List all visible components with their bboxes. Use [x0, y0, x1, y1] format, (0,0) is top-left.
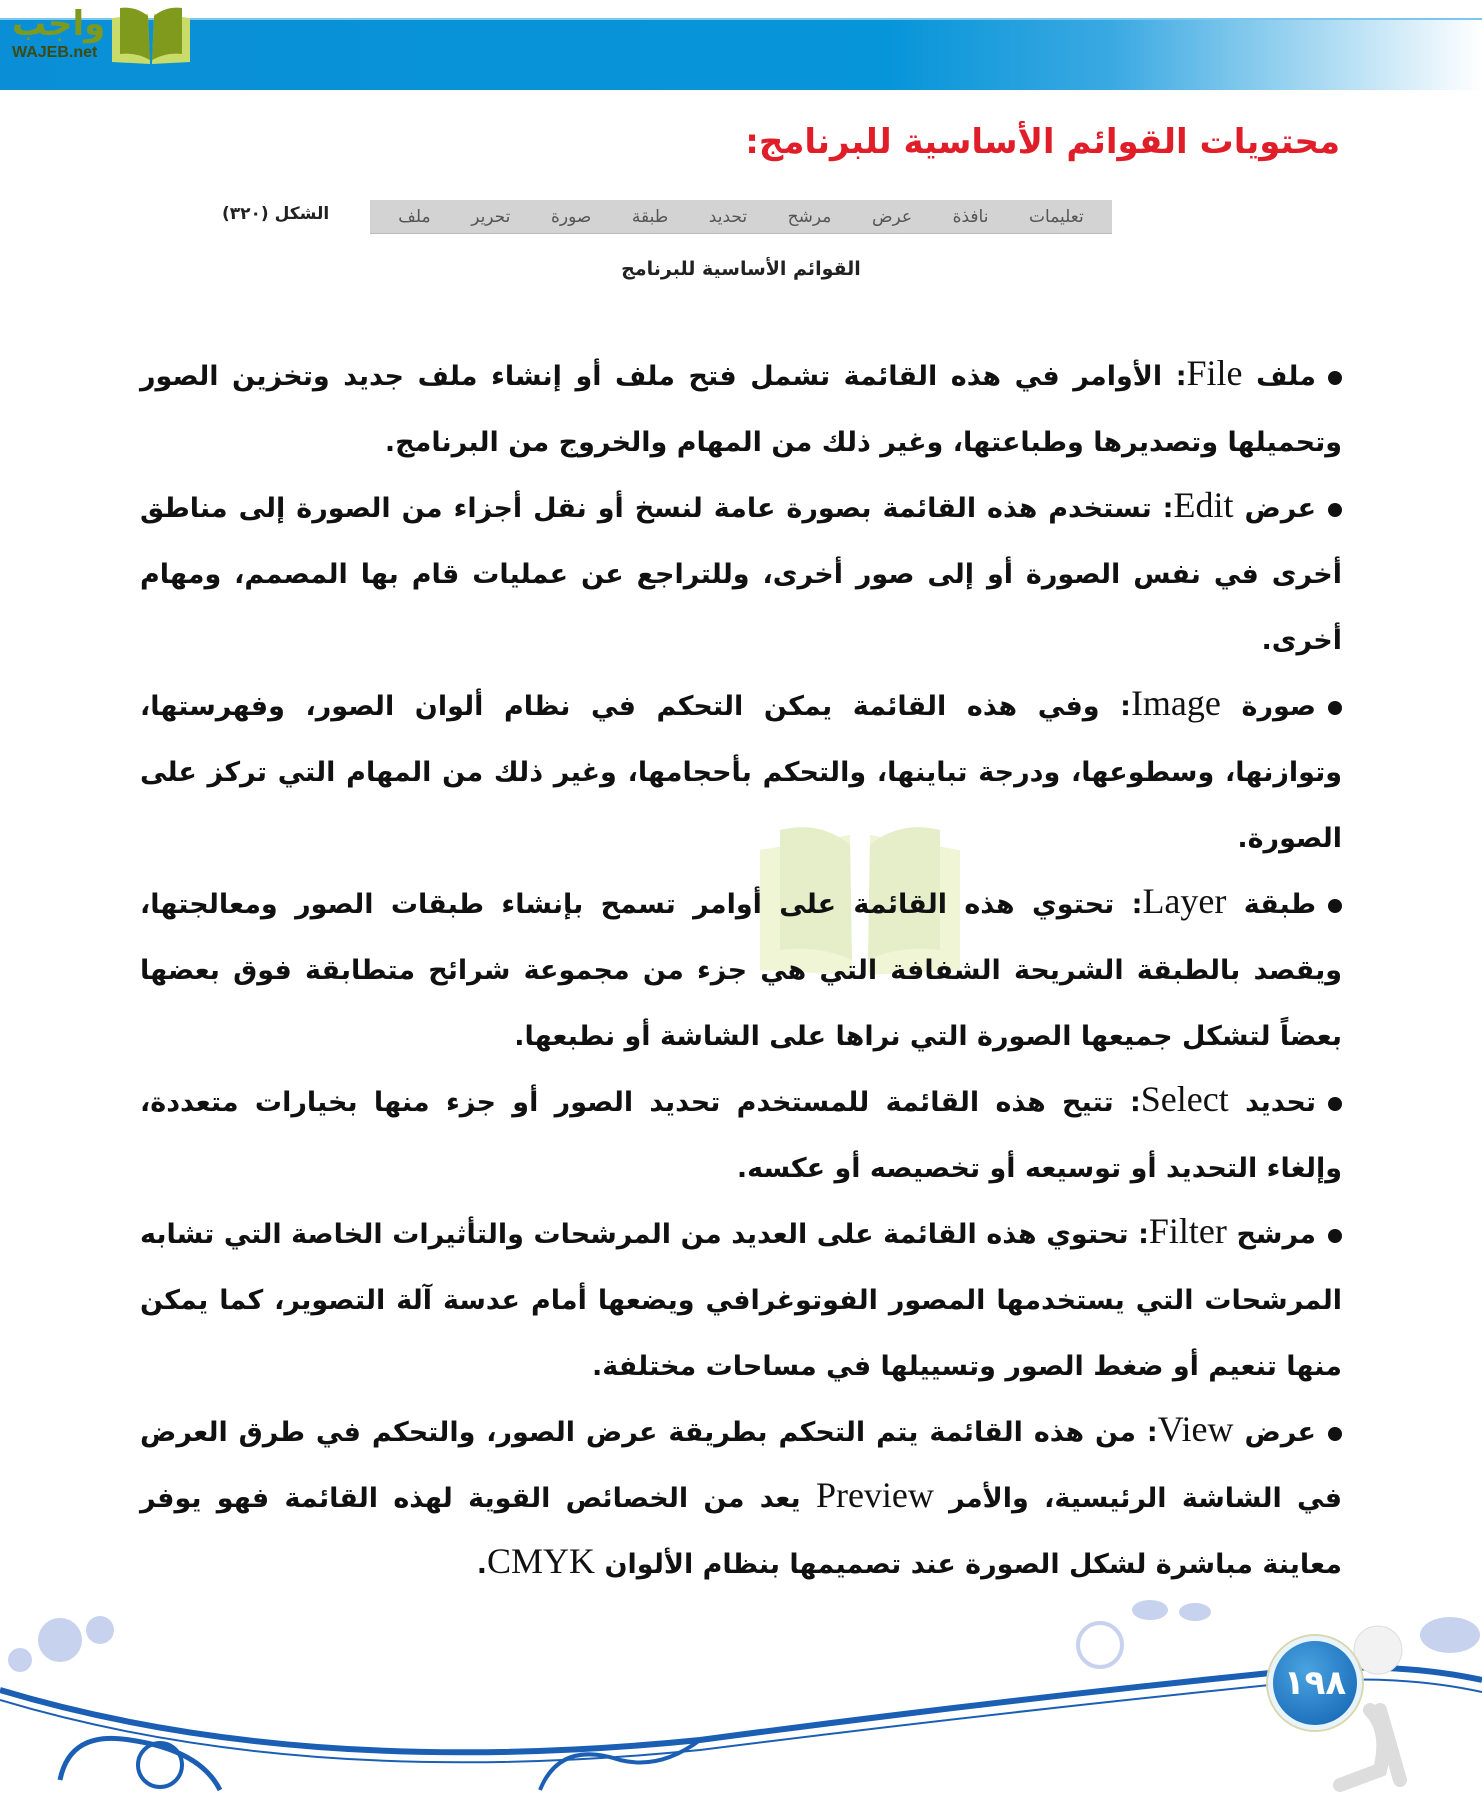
menu-item-window: نافذة	[952, 206, 989, 227]
page-number-badge: ١٩٨	[1268, 1636, 1362, 1730]
header-band	[0, 20, 1482, 90]
item-image	[140, 674, 1342, 872]
menu-item-select: تحديد	[708, 206, 748, 227]
term-arabic: صورة	[1241, 691, 1317, 722]
term-english: View	[1157, 1409, 1234, 1449]
menu-item-view: عرض	[871, 206, 913, 227]
book-icon	[108, 4, 194, 66]
item-text: : تحتوي هذه القائمة على أوامر تسمح بإنشاء طبقات الصور ومعالجتها، ويقصد بالطبقة الشريحة الشفافة التي هي جزء من مجموعة شرائح متطابقة فوق بعضها بعضاً لتشكل جميعها الصورة التي نراها على الشاشة أو نطبعها.	[140, 889, 1342, 1052]
item-edit	[140, 476, 1342, 674]
figure-body-shape	[1340, 1710, 1400, 1785]
item-text: يعد من الخصائص القوية لهذه القائمة فهو يوفر معاينة مباشرة لشكل الصورة عند تصميمها بنظام الألوان	[140, 1483, 1342, 1580]
item-text: : الأوامر في هذه القائمة تشمل فتح ملف أو إنشاء ملف جديد وتخزين الصور وتحميلها وتصديرها وطباعتها، وغير ذلك من المهام والخروج من البرنامج.	[140, 361, 1342, 458]
figure-caption: القوائم الأساسية للبرنامج	[621, 258, 861, 280]
figure-head-shape	[1354, 1626, 1402, 1674]
item-text: : من هذه القائمة يتم التحكم بطريقة عرض الصور، والتحكم في طرق العرض في الشاشة الرئيسية، والأمر	[140, 1417, 1342, 1514]
term-english: Filter	[1148, 1211, 1227, 1251]
wajeb-logo	[8, 4, 198, 68]
logo-latin-text: WAJEB.net	[12, 44, 98, 61]
bullet-icon	[1328, 701, 1342, 715]
menu-item-image: صورة	[550, 206, 592, 227]
bubbles-decoration	[8, 1600, 1480, 1672]
menu-bar-figure	[370, 200, 1112, 234]
bullet-icon	[1328, 371, 1342, 385]
section-title: محتويات القوائم الأساسية للبرنامج:	[745, 122, 1340, 162]
term-arabic: عرض	[1244, 1417, 1316, 1448]
item-filter	[140, 1202, 1342, 1400]
bullet-icon	[1328, 1097, 1342, 1111]
bullet-icon	[1328, 1427, 1342, 1441]
figure-label: الشكل (٣٢٠)	[222, 204, 330, 224]
footer-decoration	[0, 1590, 1482, 1800]
menu-descriptions	[140, 344, 1342, 1598]
menu-item-filter: مرشح	[787, 206, 832, 227]
menu-item-layer: طبقة	[631, 206, 669, 227]
menu-item-edit: تحرير	[471, 206, 511, 227]
logo-arabic-text: واجب	[12, 4, 106, 44]
menu-item-file: ملف	[398, 206, 431, 227]
item-file	[140, 344, 1342, 476]
item-text: : وفي هذه القائمة يمكن التحكم في نظام ألوان الصور، وفهرستها، وتوازنها، وسطوعها، ودرجة تباينها، والتحكم بأحجامها، وغير ذلك من المهام التي تركز على الصورة.	[140, 691, 1342, 854]
term-english-preview: Preview	[815, 1475, 934, 1515]
term-arabic: مرشح	[1236, 1219, 1316, 1250]
bullet-icon	[1328, 1229, 1342, 1243]
term-english-cmyk: CMYK	[487, 1541, 596, 1581]
item-select	[140, 1070, 1342, 1202]
item-text: : تحتوي هذه القائمة على العديد من المرشحات والتأثيرات الخاصة التي تشابه المرشحات التي يستخدمها المصور الفوتوغرافي ويضعها أمام عدسة آلة التصوير، كما يمكن منها تنعيم أو ضغط الصور وتسييلها في مساحات مختلفة.	[140, 1219, 1342, 1382]
term-arabic: عرض	[1244, 493, 1317, 524]
term-arabic: طبقة	[1243, 889, 1316, 920]
footer-swoosh-thin	[0, 1680, 1482, 1763]
bullet-icon	[1328, 503, 1342, 517]
term-english: Select	[1140, 1079, 1229, 1119]
item-text: : تتيح هذه القائمة للمستخدم تحديد الصور أو جزء منها بخيارات متعددة، وإلغاء التحديد أو توسيعه أو تخصيصه أو عكسه.	[140, 1087, 1342, 1184]
item-text: : تستخدم هذه القائمة بصورة عامة لنسخ أو نقل أجزاء من الصورة إلى مناطق أخرى في نفس الصورة أو إلى صور أخرى، وللتراجع عن عمليات قام بها المصمم، ومهام أخرى.	[140, 493, 1342, 656]
footer-curl-ring	[138, 1743, 182, 1787]
item-text: .	[476, 1549, 488, 1580]
term-english: File	[1186, 353, 1243, 393]
term-english: Image	[1130, 683, 1221, 723]
footer-swoosh	[0, 1668, 1482, 1753]
bullet-icon	[1328, 899, 1342, 913]
item-view	[140, 1400, 1342, 1598]
menu-item-help: تعليمات	[1029, 206, 1084, 227]
term-arabic: تحديد	[1245, 1087, 1316, 1118]
term-arabic: ملف	[1256, 361, 1316, 392]
term-english: Edit	[1173, 485, 1234, 525]
term-english: Layer	[1142, 881, 1227, 921]
item-layer	[140, 872, 1342, 1070]
